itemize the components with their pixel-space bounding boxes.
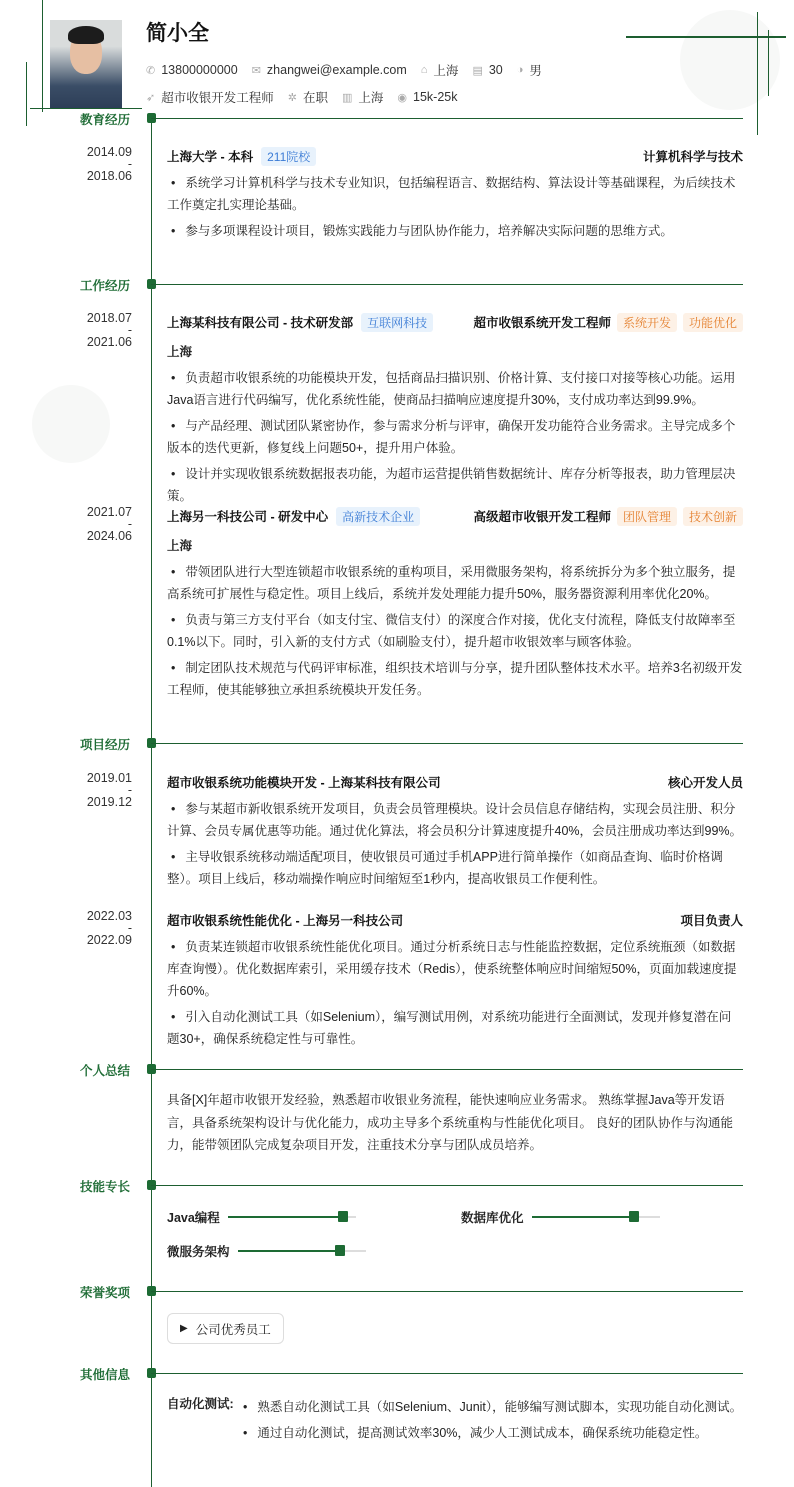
list-item: • 制定团队技术规范与代码评审标准，组织技术培训与分享，提升团队整体技术水平。培养3名初级开发工程师，使其能够独立承担系统模块开发任务。 (167, 657, 743, 701)
target-city: 上海 (358, 91, 384, 105)
timeline-line (151, 118, 152, 1487)
role-tag: 技术创新 (683, 507, 743, 526)
age: 30 (488, 63, 503, 77)
list-item: • 带领团队进行大型连锁超市收银系统的重构项目，采用微服务架构，将系统拆分为多个独立服务，提高系统可扩展性与稳定性。项目上线后，系统并发处理能力提升50%，服务器资源利用率优化20%。 (167, 561, 743, 605)
salary-icon: ◉ (397, 91, 407, 104)
play-icon: ▶ (180, 1323, 188, 1334)
skill-name: Java编程 (167, 1211, 220, 1225)
decor-line (30, 108, 142, 109)
section-title: 工作经历 (79, 279, 130, 293)
company-tag: 高新技术企业 (336, 507, 420, 526)
home-icon: ⌂ (420, 64, 428, 76)
decor-line (42, 0, 43, 112)
school: 上海大学 - 本科 (167, 150, 254, 164)
phone: 13800000000 (161, 63, 238, 77)
intent-row (146, 88, 457, 106)
decor-line (26, 62, 27, 126)
company: 上海某科技有限公司 - 技术研发部 (167, 316, 354, 330)
other-key: 自动化测试: (167, 1397, 234, 1411)
decor-line (768, 30, 769, 96)
role-tag: 团队管理 (617, 507, 677, 526)
list-item: • 负责与第三方支付平台（如支付宝、微信支付）的深度合作对接，优化支付流程，降低支付故障率至0.1%以下。同时，引入新的支付方式（如刷脸支付），提升超市收银效率与顾客体验。 (167, 609, 743, 653)
skill-knob (629, 1211, 639, 1222)
project-name: 超市收银系统性能优化 - 上海另一科技公司 (167, 914, 404, 928)
date-range: 2022.03 - 2022.09 (86, 909, 132, 947)
avatar (50, 20, 122, 108)
mail-icon: ✉ (251, 64, 261, 77)
section-divider (151, 743, 743, 744)
section-divider (151, 118, 743, 119)
date-range: 2019.01 - 2019.12 (86, 771, 132, 809)
status-icon: ✲ (287, 91, 297, 104)
list-item: • 与产品经理、测试团队紧密协作，参与需求分析与评审，确保开发功能符合业务需求。主导完成多个版本的迭代更新，修复线上问题50+，提升用户体验。 (167, 415, 743, 459)
section-divider (151, 1069, 743, 1070)
award-badge (167, 1313, 284, 1344)
section-title: 项目经历 (79, 738, 130, 752)
location: 上海 (433, 64, 459, 78)
candidate-name: 简小全 (146, 22, 209, 45)
phone-icon: ✆ (146, 64, 156, 77)
section-divider (151, 1373, 743, 1374)
school-tag: 211院校 (261, 147, 316, 166)
section-title: 个人总结 (79, 1064, 130, 1078)
section-title: 荣誉奖项 (79, 1286, 130, 1300)
building-icon: ▥ (341, 91, 353, 104)
skill-knob (338, 1211, 348, 1222)
other-info (167, 1394, 742, 1446)
role: 超市收银系统开发工程师 (473, 316, 611, 330)
date-range: 2018.07 - 2021.06 (86, 311, 132, 349)
skill-bar (238, 1250, 366, 1252)
skill-name: 微服务架构 (167, 1245, 230, 1259)
skill-item (167, 1208, 356, 1226)
section-title: 其他信息 (79, 1368, 130, 1382)
skill-fill (532, 1216, 634, 1218)
gender: 男 (529, 64, 542, 78)
section-title: 教育经历 (79, 113, 130, 127)
skill-item (461, 1208, 660, 1226)
list-item: • 引入自动化测试工具（如Selenium），编写测试用例，对系统功能进行全面测试，发现并修复潜在问题30+，确保系统稳定性与可靠性。 (167, 1006, 743, 1050)
section-divider (151, 1185, 743, 1186)
email: zhangwei@example.com (266, 63, 407, 77)
skill-knob (335, 1245, 345, 1256)
company: 上海另一科技公司 - 研发中心 (167, 510, 329, 524)
age-icon: ▤ (472, 64, 483, 77)
list-item: • 熟悉自动化测试工具（如Selenium、Junit），能够编写测试脚本，实现功能自动化测试。 (239, 1394, 742, 1420)
section-divider (151, 1291, 743, 1292)
skill-name: 数据库优化 (461, 1211, 524, 1225)
summary-text: 具备[X]年超市收银开发经验，熟悉超市收银业务流程，能快速响应业务需求。 熟练掌握Java等开发语言，具备系统架构设计与优化能力，成功主导多个系统重构与性能优化项目。 良好的团队协作与沟通能力，能带领团队完成复杂项目开发，注重技术分享与团队成员培养。 (167, 1093, 733, 1152)
skill-fill (228, 1216, 343, 1218)
list-item: • 设计并实现收银系统数据报表功能，为超市运营提供销售数据统计、库存分析等报表，助力管理层决策。 (167, 463, 743, 507)
project-name: 超市收银系统功能模块开发 - 上海某科技有限公司 (167, 776, 441, 790)
list-item: • 通过自动化测试，提高测试效率30%，减少人工测试成本，确保系统功能稳定性。 (239, 1420, 742, 1446)
section-title: 技能专长 (79, 1180, 130, 1194)
contact-row (146, 61, 542, 79)
decor-line (757, 12, 758, 135)
major: 计算机科学与技术 (642, 150, 743, 164)
list-item: • 参与某超市新收银系统开发项目，负责会员管理模块。设计会员信息存储结构，实现会员注册、积分计算、会员专属优惠等功能。通过优化算法，将会员积分计算速度提升40%，会员注册成功率达到99%。 (167, 798, 743, 842)
list-item: • 参与多项课程设计项目，锻炼实践能力与团队协作能力，培养解决实际问题的思维方式。 (167, 220, 743, 242)
list-item: • 负责超市收银系统的功能模块开发，包括商品扫描识别、价格计算、支付接口对接等核心功能。运用Java语言进行代码编写，优化系统性能，使商品扫描响应速度提升30%，支付成功率达到99.9%。 (167, 367, 743, 411)
list-item: • 主导收银系统移动端适配项目，使收银员可通过手机APP进行简单操作（如商品查询、临时价格调整）。项目上线后，移动端操作响应时间缩短至1秒内，提高收银员工作便利性。 (167, 846, 743, 890)
list-item: • 系统学习计算机科学与技术专业知识，包括编程语言、数据结构、算法设计等基础课程，为后续技术工作奠定扎实理论基础。 (167, 172, 743, 216)
skill-item (167, 1242, 366, 1260)
decor-circle (32, 385, 110, 463)
decor-circle (680, 10, 780, 110)
section-divider (151, 284, 743, 285)
work-city: 上海 (167, 539, 193, 553)
role: 高级超市收银开发工程师 (473, 510, 611, 524)
gender-icon: ◑ (516, 64, 524, 76)
date-range: 2021.07 - 2024.06 (86, 505, 132, 543)
project-role: 项目负责人 (680, 914, 743, 928)
send-icon: ➶ (146, 91, 156, 104)
skill-fill (238, 1250, 340, 1252)
skill-bar (228, 1216, 356, 1218)
target-job: 超市收银开发工程师 (161, 91, 274, 105)
role-tag: 功能优化 (683, 313, 743, 332)
award-name: 公司优秀员工 (195, 1322, 271, 1337)
work-city: 上海 (167, 345, 193, 359)
date-range: 2014.09 - 2018.06 (86, 145, 132, 183)
company-tag: 互联网科技 (361, 313, 433, 332)
list-item: • 负责某连锁超市收银系统性能优化项目。通过分析系统日志与性能监控数据，定位系统瓶颈（如数据库查询慢）。优化数据库索引，采用缓存技术（Redis），使系统整体响应时间缩短50%，页面加载速度提升60%。 (167, 936, 743, 1002)
salary: 15k-25k (413, 90, 458, 104)
job-status: 在职 (302, 91, 328, 105)
skill-bar (532, 1216, 660, 1218)
decor-line (626, 36, 786, 38)
role-tag: 系统开发 (617, 313, 677, 332)
project-role: 核心开发人员 (667, 776, 743, 790)
